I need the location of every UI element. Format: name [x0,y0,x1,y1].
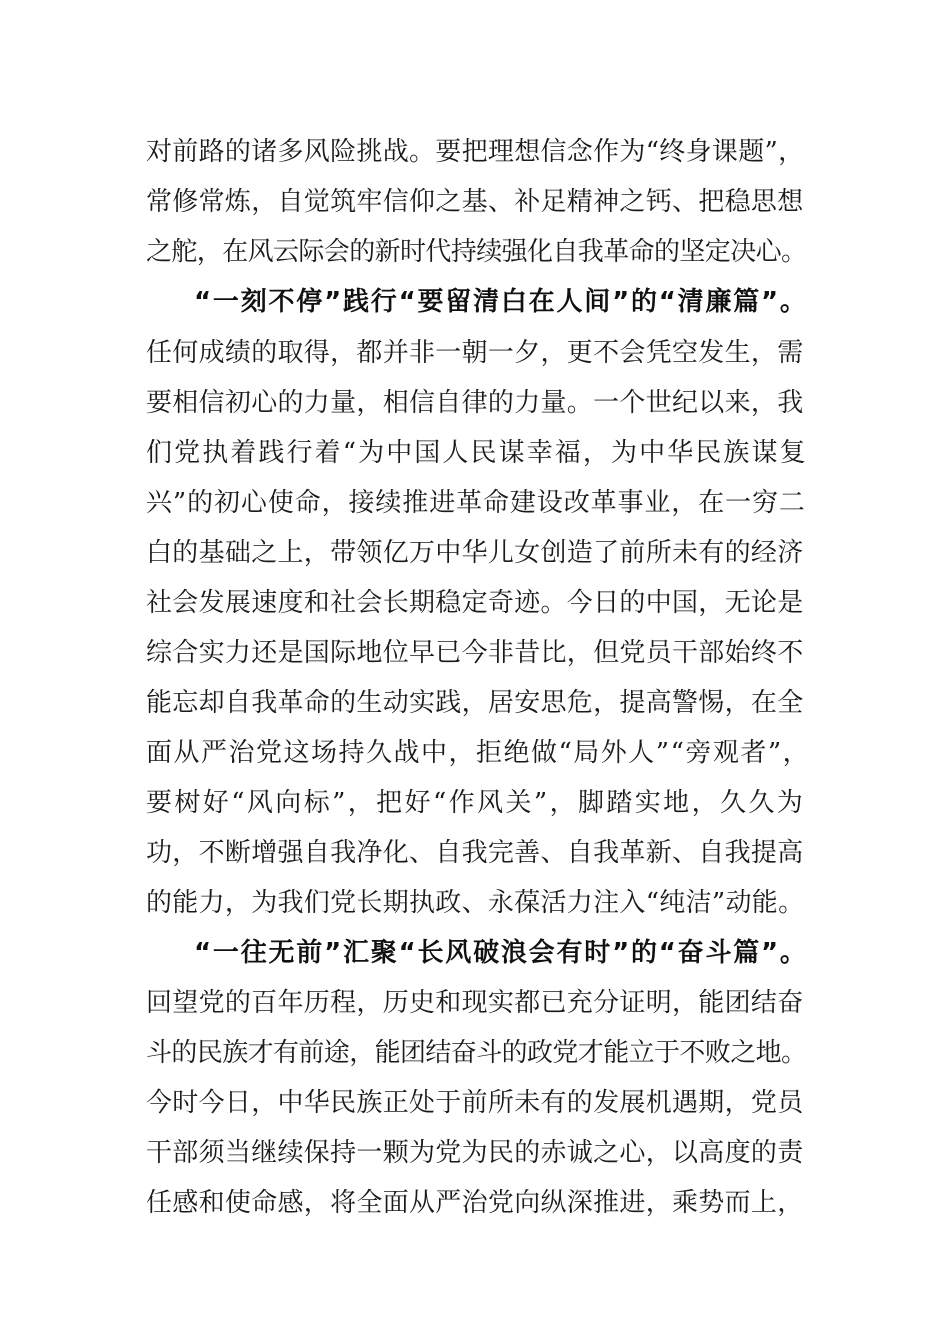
section-heading-fendou: “一往无前”汇聚“长风破浪会有时”的“奋斗篇”。 [194,938,808,968]
body-text-line: 常修常炼，自觉筑牢信仰之基、补足精神之钙、把稳思想 [146,187,804,217]
section-heading-qinglian: “一刻不停”践行“要留清白在人间”的“清廉篇”。 [194,287,808,317]
body-text-line: 之舵，在风云际会的新时代持续强化自我革命的坚定决心。 [146,237,807,267]
body-text-line: 对前路的诸多风险挑战。要把理想信念作为“终身课题”， [146,137,805,167]
body-text-line: 今时今日，中华民族正处于前所未有的发展机遇期，党员 [146,1088,804,1118]
body-text-line: 白的基础之上，带领亿万中华儿女创造了前所未有的经济 [146,538,804,568]
body-text-line: 斗的民族才有前途，能团结奋斗的政党才能立于不败之地。 [146,1038,807,1068]
body-text-line: 综合实力还是国际地位早已今非昔比，但党员干部始终不 [146,638,804,668]
body-text-line: 干部须当继续保持一颗为党为民的赤诚之心，以高度的责 [146,1138,804,1168]
body-text-line: 要树好“风向标”，把好“作风关”，脚踏实地，久久为 [146,788,806,818]
body-text-line: 面从严治党这场持久战中，拒绝做“局外人”“旁观者”， [146,738,811,768]
body-text-line: 们党执着践行着“为中国人民谋幸福，为中华民族谋复 [146,438,808,468]
body-text-line: 任何成绩的取得，都并非一朝一夕，更不会凭空发生，需 [146,338,804,368]
body-text-line: 能忘却自我革命的生动实践，居安思危，提高警惕，在全 [146,688,804,718]
body-text-line: 回望党的百年历程，历史和现实都已充分证明，能团结奋 [146,988,804,1018]
body-text-line: 兴”的初心使命，接续推进革命建设改革事业，在一穷二 [146,488,806,518]
body-text-line: 要相信初心的力量，相信自律的力量。一个世纪以来，我 [146,388,804,418]
body-text-line: 的能力，为我们党长期执政、永葆活力注入“纯洁”动能。 [146,888,805,918]
body-text-line: 社会发展速度和社会长期稳定奇迹。今日的中国，无论是 [146,588,804,618]
body-text-line: 任感和使命感，将全面从严治党向纵深推进，乘势而上， [146,1188,804,1218]
body-text-line: 功，不断增强自我净化、自我完善、自我革新、自我提高 [146,838,804,868]
